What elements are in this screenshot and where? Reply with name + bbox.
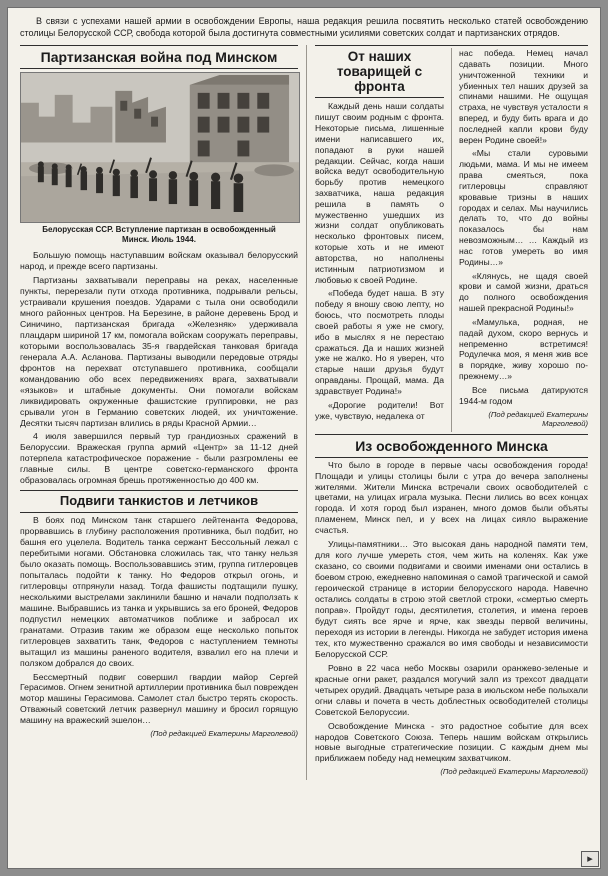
article-tankmen-pilots <box>20 490 298 738</box>
intro-paragraph: В связи с успехами нашей армии в освобождении Европы, наша редакция решила посвятить несколько статей освобождению столицы Белорусской ССР, свобода которой была достигнута совместными усилиями советских солдат и партизанских отрядов. <box>20 16 588 38</box>
paragraph: Бессмертный подвиг совершил гвардии майор Сергей Герасимов. Огнем зенитной артиллерии противника был поврежден мотор машины Герасимова. Самолет стал быстро терять скорость. Отважный советский летчик развернул машину и бросил горящую машину на вражеский эшелон… <box>20 671 298 726</box>
paragraph: нас победа. Немец начал сдавать позиции. Много уничтоженной техники и убиенных тел наших друзей за спинами нашими. Не ощущая страха, не чувствуя усталости я вперед, и буду бить врага и до последней капли крови буду верен Родине своей!» <box>459 48 588 145</box>
photo-caption: Белорусская ССР. Вступление партизан в освобожденный Минск. Июль 1944. <box>42 225 276 244</box>
paragraph: Что было в городе в первые часы освобождения города! Площади и улицы столицы были с утра до вечера заполнены жителями. Жители Минска встречали своих освободителей с цветами, на улицах играла музыка. Песни лились во всех концах города. И хотя город был изранен, много домов были объяты пламенем, Минск пел, и у всех на лицах сияло выражение счастья. <box>315 459 588 536</box>
article-title-partisan-war: Партизанская война под Минском <box>20 49 298 69</box>
article-title-letters: От наших товарищей с фронта <box>315 49 444 98</box>
paragraph: Улицы-памятники… Это высокая дань народной памяти тем, для кого лучше умереть стоя, чем жить на коленях. Как уже сказано, со своими подвигами и своими именами они остались в боевом строю, ежедневно напоминая о самой трагической и самой героической странице в истории белорусского народа. Навечно остались солдаты в строю этой светлой строки, «смертью смерть поправ». Пройдут годы, десятилетия, столетия, и имена героев будут сиять все ярче и ярче, как звезды первой величины, переходя из истории в легенды. Никогда не забудет история имена тех, кто мужественно сражался во имя свободы и независимости Белорусской ССР. <box>315 539 588 659</box>
article-letters-from-front <box>315 45 588 432</box>
article-title-tankmen-pilots: Подвиги танкистов и летчиков <box>20 494 298 513</box>
letters-columns <box>315 48 588 432</box>
letters-column-1 <box>315 48 451 432</box>
article-partisan-war <box>20 45 298 486</box>
byline: (Под редакцией Екатерины Марголевой) <box>440 767 588 777</box>
paragraph: «Мы стали суровыми людьми, мама. И мы не имеем права смеяться, пока гитлеровцы справляют кровавые тризны в наших городах и селах. Мы научились делать то, что до войны показалось бы нам невозможным… … Каждый из нас готов умереть во имя Родины…» <box>459 148 588 267</box>
paragraph: «Победа будет наша. В эту победу я вношу свою лепту, но боюсь, что посмотреть плоды своей работы я уже не смогу, ибо в мыслях я не перестаю сражаться. Да и наших жизней уже не жалко. Но я уверен, что старые наши друзья будут оправданы. Прощай, мама. Да здравствует Родина!» <box>315 288 444 396</box>
byline: (Под редакцией Екатерины Марголевой) <box>488 409 588 428</box>
right-column <box>307 45 588 780</box>
article-liberated-minsk <box>315 434 588 781</box>
paragraph: 4 июля завершился первый тур грандиозных сражений в Белоруссии. Вражеская группа армий «Центр» за 11-12 дней потерпела катастрофическое поражение - были разгромлены ее главные силы. В центре советско-германского фронта образовалась огромная брешь протяженностью до 400 км. <box>20 431 298 486</box>
next-page-button[interactable] <box>581 851 599 867</box>
partisans-photo <box>20 72 298 223</box>
paragraph: В боях под Минском танк старшего лейтенанта Федорова, прорвавшись в глубину расположения противника, был подбит, но башня его уцелела. Водитель танка сержант Бессольный лежал с перебитыми ногами. Обстановка сложилась так, что танку нельзя было оказать помощь. Воспользовавшись этим, группа гитлеровцев попыталась подойти к танку. Но Федоров открыл огонь, и гитлеровцы отпрянули назад. Тогда фашисты подтащили пушку, несколькими выстрелами заклинили башню и начали подползать к машине. Выбравшись из танка и укрывшись за его броней, Федоров подпустил немецких автоматчиков поближе и забросал их гранатами. Отразив таким же образом еще несколько попыток гитлеровцев захватить танк, Федоров с наступлением темноты вытащил из машины раненого водителя, взвалил его на плечи и ползком добрался до своих. <box>20 515 298 668</box>
paragraph: Большую помощь наступавшим войскам оказывал белорусский народ, и прежде всего партизаны. <box>20 250 298 272</box>
byline: (Под редакцией Екатерины Марголевой) <box>150 729 298 739</box>
partisans-photo-illustration <box>20 72 300 223</box>
paragraph: Освобождение Минска - это радостное событие для всех народов Советского Союза. Теперь нашим войскам открылись новые выгодные стратегические позиции. С каждым днем мы приближаем победу над немецким захватчиком. <box>315 720 588 764</box>
newspaper-page <box>7 7 601 869</box>
main-columns <box>20 45 588 780</box>
letters-column-2 <box>451 48 588 432</box>
paragraph: Все письма датируются 1944-м годом <box>459 384 588 406</box>
paragraph: Ровно в 22 часа небо Москвы озарили оранжево-зеленые и красные огни ракет, раздался могучий залп из трехсот двадцати четырех орудий. Двадцать четыре раза в июльском небе полыхали огни славы и почета в честь доблестных освободителей столицы Советской Белоруссии. <box>315 662 588 717</box>
paragraph: Каждый день наши солдаты пишут своим родным с фронта. Некоторые письма, лишенные имени написавшего их, попадают в руки нашей редакции. Сейчас, когда наши войска ведут освободительную борьбу против немецкого захватчика, наша редакция решила в память о мужественно ушедших из жизни солдат опубликовать несколько фронтовых писем, которые хоть и не имеют авторства, но наполнены истинным патриотизмом и любовью к своей Родине. <box>315 101 444 285</box>
paragraph: «Мамулька, родная, не падай духом, скоро вернусь и непременно встретимся! Родулечка моя, я меня жив все в порядке, живу хорошо по-прежнему…» <box>459 316 588 382</box>
next-page-arrow-icon: ▸ <box>587 852 593 865</box>
article-title-liberated-minsk: Из освобожденного Минска <box>315 438 588 458</box>
left-column <box>20 45 307 780</box>
paragraph: Партизаны захватывали переправы на реках, населенные пункты, перерезали пути отхода противника, подрывали рельсы, устраивали крушения поездов. Ударами с тыла они освободили много районных центров. На Березине, в районе деревень Брод и Синичино, партизанская бригада «Железняк» удерживала плацдарм шириной 17 км, помогала войскам сооружать переправы, которыми воспользовалась 35-я гвардейская танковая бригада генерала А.А. Асланова. Партизаны выводили передовые отряды фронтов на перехват отступавшего противника, сообщали командованию обо всех передвижениях врага, захватывали «языков» и штабные документы. Они помогали войскам ликвидировать окруженные фашистские группировки, не раз срывали угон в Германию советских людей, их уничтожение. Десятки тысяч партизан влились в ряды Красной Армии… <box>20 275 298 428</box>
paragraph: «Клянусь, не щадя своей крови и самой жизни, драться до полного освобождения нашей прекрасной Родины!» <box>459 270 588 314</box>
paragraph: «Дорогие родители! Вот уже, чувствую, недалека от <box>315 399 444 421</box>
